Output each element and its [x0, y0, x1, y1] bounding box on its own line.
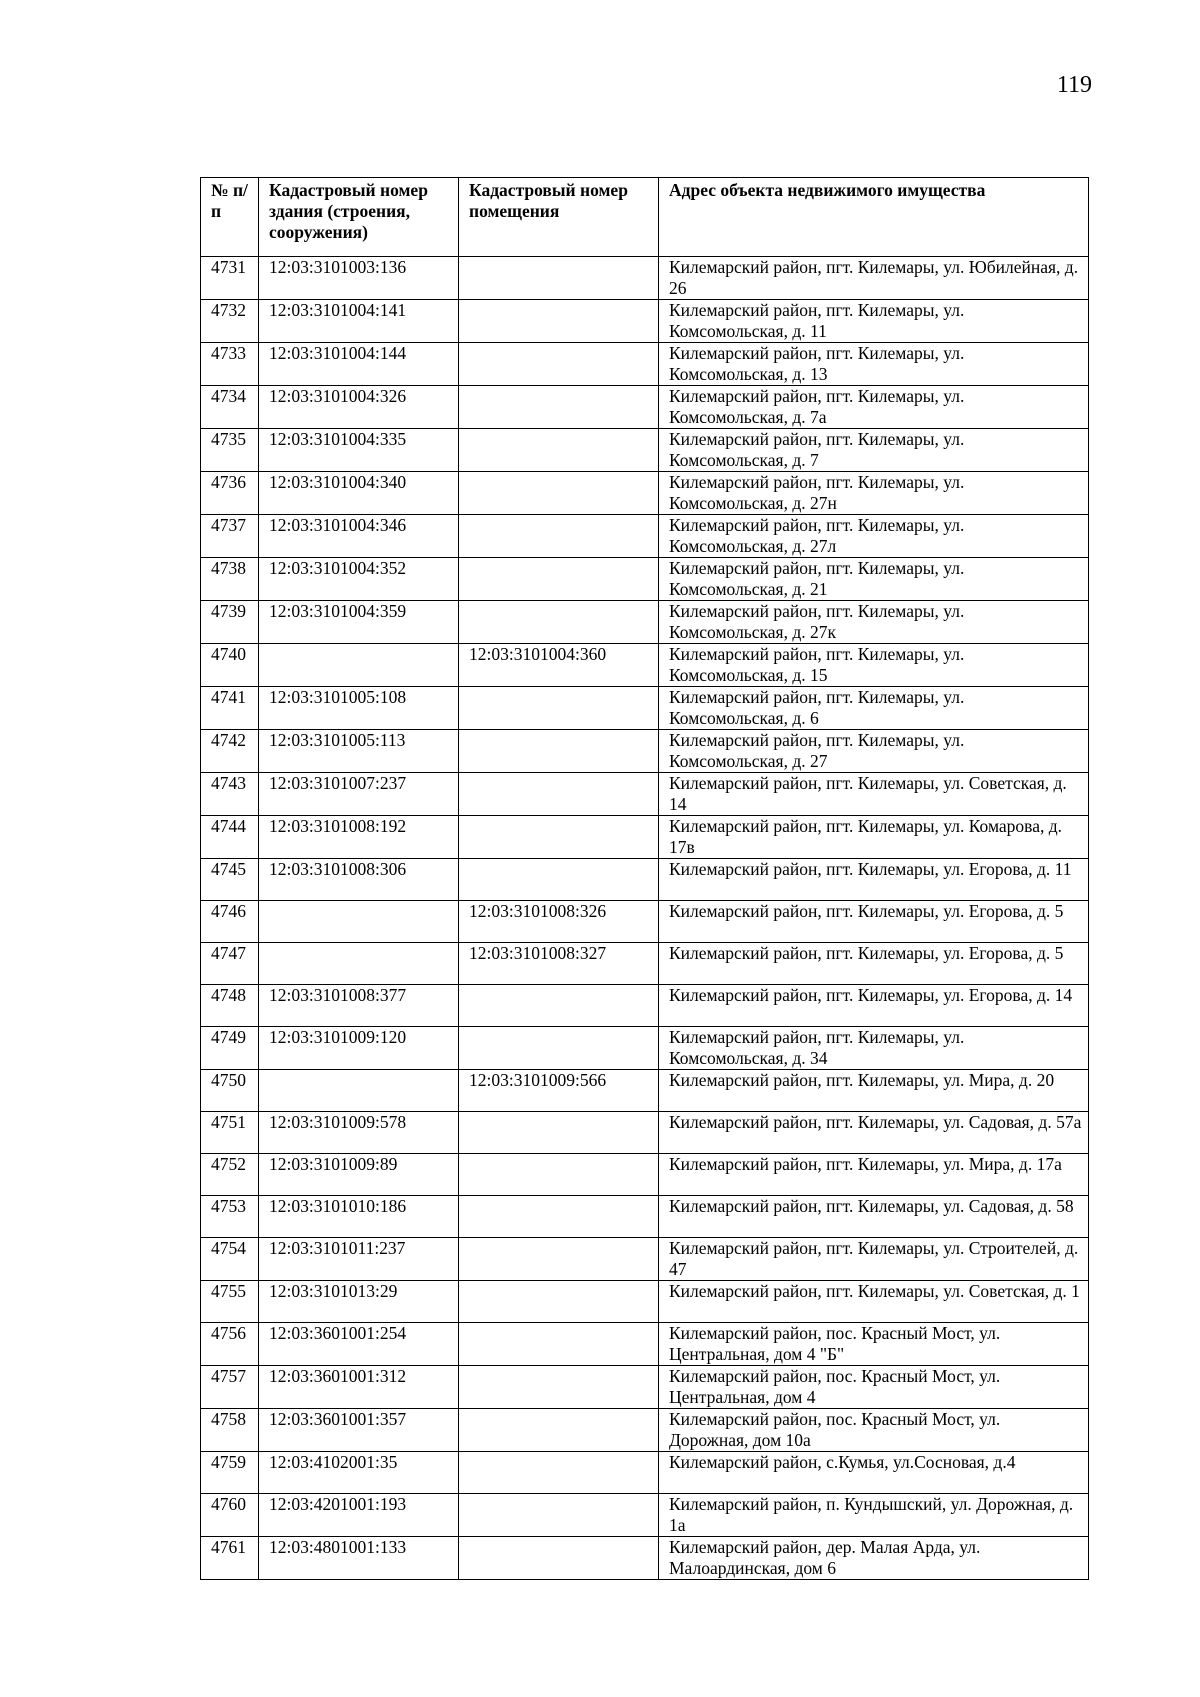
- cell-num: 4759: [201, 1452, 259, 1494]
- cell-num: 4752: [201, 1154, 259, 1196]
- cell-num: 4744: [201, 816, 259, 859]
- table-body: [201, 257, 1089, 1580]
- cell-address: Килемарский район, пгт. Килемары, ул. Комсомольская, д. 7а: [659, 386, 1089, 429]
- table-row: [201, 730, 1089, 773]
- cell-num: 4743: [201, 773, 259, 816]
- cell-room-cadastral: [459, 472, 659, 515]
- table-row: [201, 859, 1089, 901]
- cell-address: Килемарский район, с.Кумья, ул.Сосновая, д.4: [659, 1452, 1089, 1494]
- cell-address: Килемарский район, пгт. Килемары, ул. Комсомольская, д. 11: [659, 300, 1089, 343]
- cell-room-cadastral: [459, 773, 659, 816]
- cell-room-cadastral: [459, 1366, 659, 1409]
- table-row: [201, 257, 1089, 300]
- cell-room-cadastral: [459, 859, 659, 901]
- cell-address: Килемарский район, пос. Красный Мост, ул. Центральная, дом 4 "Б": [659, 1323, 1089, 1366]
- cell-room-cadastral: [459, 1323, 659, 1366]
- cell-address: Килемарский район, пгт. Килемары, ул. Советская, д. 1: [659, 1281, 1089, 1323]
- cell-building-cadastral: [259, 644, 459, 687]
- table-row: [201, 1112, 1089, 1154]
- cell-room-cadastral: [459, 1112, 659, 1154]
- cell-address: Килемарский район, пгт. Килемары, ул. Комсомольская, д. 27л: [659, 515, 1089, 558]
- cell-room-cadastral: [459, 515, 659, 558]
- cell-num: 4747: [201, 943, 259, 985]
- cell-address: Килемарский район, пгт. Килемары, ул. Комсомольская, д. 21: [659, 558, 1089, 601]
- cell-num: 4753: [201, 1196, 259, 1238]
- table-row: [201, 472, 1089, 515]
- cell-building-cadastral: 12:03:3101004:340: [259, 472, 459, 515]
- cell-building-cadastral: [259, 901, 459, 943]
- cell-address: Килемарский район, пос. Красный Мост, ул. Дорожная, дом 10а: [659, 1409, 1089, 1452]
- cell-address: Килемарский район, пгт. Килемары, ул. Садовая, д. 57а: [659, 1112, 1089, 1154]
- cell-num: 4760: [201, 1494, 259, 1537]
- cell-building-cadastral: 12:03:4102001:35: [259, 1452, 459, 1494]
- table-row: [201, 943, 1089, 985]
- cell-building-cadastral: 12:03:3101004:326: [259, 386, 459, 429]
- cell-building-cadastral: 12:03:3101004:144: [259, 343, 459, 386]
- table-row: [201, 386, 1089, 429]
- table-row: [201, 1238, 1089, 1281]
- cell-num: 4739: [201, 601, 259, 644]
- cell-building-cadastral: 12:03:3101004:352: [259, 558, 459, 601]
- table-row: [201, 687, 1089, 730]
- table-row: [201, 1366, 1089, 1409]
- cell-building-cadastral: 12:03:3101013:29: [259, 1281, 459, 1323]
- cell-address: Килемарский район, пгт. Килемары, ул. Егорова, д. 5: [659, 901, 1089, 943]
- cell-num: 4761: [201, 1537, 259, 1580]
- cell-room-cadastral: [459, 1452, 659, 1494]
- cell-address: Килемарский район, пгт. Килемары, ул. Комсомольская, д. 13: [659, 343, 1089, 386]
- cell-building-cadastral: 12:03:3101009:89: [259, 1154, 459, 1196]
- table-row: [201, 1281, 1089, 1323]
- cell-num: 4745: [201, 859, 259, 901]
- cell-building-cadastral: 12:03:3101004:359: [259, 601, 459, 644]
- cell-building-cadastral: 12:03:3101008:192: [259, 816, 459, 859]
- cell-building-cadastral: 12:03:3601001:312: [259, 1366, 459, 1409]
- cell-num: 4749: [201, 1027, 259, 1070]
- cell-num: 4732: [201, 300, 259, 343]
- cell-num: 4756: [201, 1323, 259, 1366]
- cell-building-cadastral: 12:03:3101009:578: [259, 1112, 459, 1154]
- cell-address: Килемарский район, пгт. Килемары, ул. Егорова, д. 11: [659, 859, 1089, 901]
- property-registry-table: [200, 177, 1089, 1580]
- cell-building-cadastral: [259, 1070, 459, 1112]
- cell-address: Килемарский район, пгт. Килемары, ул. Юбилейная, д. 26: [659, 257, 1089, 300]
- cell-room-cadastral: 12:03:3101008:327: [459, 943, 659, 985]
- cell-address: Килемарский район, пгт. Килемары, ул. Комсомольская, д. 34: [659, 1027, 1089, 1070]
- cell-address: Килемарский район, пгт. Килемары, ул. Комсомольская, д. 7: [659, 429, 1089, 472]
- cell-address: Килемарский район, пос. Красный Мост, ул. Центральная, дом 4: [659, 1366, 1089, 1409]
- cell-num: 4740: [201, 644, 259, 687]
- cell-num: 4758: [201, 1409, 259, 1452]
- cell-num: 4757: [201, 1366, 259, 1409]
- cell-num: 4750: [201, 1070, 259, 1112]
- cell-num: 4737: [201, 515, 259, 558]
- cell-address: Килемарский район, пгт. Килемары, ул. Комарова, д. 17в: [659, 816, 1089, 859]
- cell-room-cadastral: [459, 816, 659, 859]
- cell-building-cadastral: 12:03:4801001:133: [259, 1537, 459, 1580]
- cell-building-cadastral: 12:03:3101010:186: [259, 1196, 459, 1238]
- cell-room-cadastral: [459, 1537, 659, 1580]
- cell-num: 4748: [201, 985, 259, 1027]
- cell-building-cadastral: 12:03:4201001:193: [259, 1494, 459, 1537]
- cell-room-cadastral: [459, 1281, 659, 1323]
- cell-room-cadastral: [459, 730, 659, 773]
- cell-room-cadastral: [459, 386, 659, 429]
- cell-num: 4742: [201, 730, 259, 773]
- cell-num: 4754: [201, 1238, 259, 1281]
- cell-building-cadastral: 12:03:3101008:377: [259, 985, 459, 1027]
- cell-room-cadastral: [459, 1196, 659, 1238]
- cell-address: Килемарский район, пгт. Килемары, ул. Садовая, д. 58: [659, 1196, 1089, 1238]
- table-row: [201, 1323, 1089, 1366]
- cell-address: Килемарский район, дер. Малая Арда, ул. Малоардинская, дом 6: [659, 1537, 1089, 1580]
- page-number: 119: [1056, 72, 1092, 98]
- cell-building-cadastral: [259, 943, 459, 985]
- table-row: [201, 1537, 1089, 1580]
- cell-building-cadastral: 12:03:3101011:237: [259, 1238, 459, 1281]
- cell-address: Килемарский район, пгт. Килемары, ул. Мира, д. 17а: [659, 1154, 1089, 1196]
- cell-building-cadastral: 12:03:3601001:254: [259, 1323, 459, 1366]
- header-num: № п/п: [201, 178, 259, 257]
- table-row: [201, 644, 1089, 687]
- cell-building-cadastral: 12:03:3101008:306: [259, 859, 459, 901]
- cell-building-cadastral: 12:03:3101004:346: [259, 515, 459, 558]
- cell-num: 4741: [201, 687, 259, 730]
- cell-building-cadastral: 12:03:3101004:335: [259, 429, 459, 472]
- cell-building-cadastral: 12:03:3601001:357: [259, 1409, 459, 1452]
- cell-address: Килемарский район, пгт. Килемары, ул. Советская, д. 14: [659, 773, 1089, 816]
- table-row: [201, 515, 1089, 558]
- cell-building-cadastral: 12:03:3101007:237: [259, 773, 459, 816]
- cell-address: Килемарский район, п. Кундышский, ул. Дорожная, д. 1а: [659, 1494, 1089, 1537]
- cell-address: Килемарский район, пгт. Килемары, ул. Комсомольская, д. 6: [659, 687, 1089, 730]
- cell-room-cadastral: [459, 1238, 659, 1281]
- cell-address: Килемарский район, пгт. Килемары, ул. Строителей, д. 47: [659, 1238, 1089, 1281]
- cell-room-cadastral: 12:03:3101008:326: [459, 901, 659, 943]
- cell-room-cadastral: [459, 300, 659, 343]
- cell-address: Килемарский район, пгт. Килемары, ул. Комсомольская, д. 27к: [659, 601, 1089, 644]
- cell-room-cadastral: [459, 687, 659, 730]
- cell-room-cadastral: 12:03:3101004:360: [459, 644, 659, 687]
- cell-building-cadastral: 12:03:3101009:120: [259, 1027, 459, 1070]
- cell-building-cadastral: 12:03:3101005:108: [259, 687, 459, 730]
- table-row: [201, 1196, 1089, 1238]
- cell-address: Килемарский район, пгт. Килемары, ул. Комсомольская, д. 27: [659, 730, 1089, 773]
- cell-num: 4751: [201, 1112, 259, 1154]
- cell-num: 4736: [201, 472, 259, 515]
- cell-num: 4731: [201, 257, 259, 300]
- cell-room-cadastral: [459, 1409, 659, 1452]
- cell-num: 4733: [201, 343, 259, 386]
- table-row: [201, 1452, 1089, 1494]
- cell-room-cadastral: [459, 558, 659, 601]
- cell-room-cadastral: [459, 1154, 659, 1196]
- cell-building-cadastral: 12:03:3101003:136: [259, 257, 459, 300]
- table-row: [201, 985, 1089, 1027]
- header-room-cadastral: Кадастровый номер помещения: [459, 178, 659, 257]
- cell-num: 4735: [201, 429, 259, 472]
- cell-address: Килемарский район, пгт. Килемары, ул. Комсомольская, д. 27н: [659, 472, 1089, 515]
- cell-building-cadastral: 12:03:3101004:141: [259, 300, 459, 343]
- cell-room-cadastral: [459, 429, 659, 472]
- table-row: [201, 601, 1089, 644]
- header-building-cadastral: Кадастровый номер здания (строения, сооружения): [259, 178, 459, 257]
- cell-room-cadastral: [459, 1494, 659, 1537]
- table-row: [201, 1154, 1089, 1196]
- cell-address: Килемарский район, пгт. Килемары, ул. Егорова, д. 14: [659, 985, 1089, 1027]
- cell-num: 4755: [201, 1281, 259, 1323]
- table-row: [201, 1409, 1089, 1452]
- table-row: [201, 1494, 1089, 1537]
- cell-address: Килемарский район, пгт. Килемары, ул. Егорова, д. 5: [659, 943, 1089, 985]
- cell-num: 4734: [201, 386, 259, 429]
- table-row: [201, 343, 1089, 386]
- table-row: [201, 1027, 1089, 1070]
- cell-room-cadastral: 12:03:3101009:566: [459, 1070, 659, 1112]
- table-row: [201, 901, 1089, 943]
- table-row: [201, 816, 1089, 859]
- table-header-row: [201, 178, 1089, 257]
- table-row: [201, 429, 1089, 472]
- cell-room-cadastral: [459, 1027, 659, 1070]
- cell-address: Килемарский район, пгт. Килемары, ул. Комсомольская, д. 15: [659, 644, 1089, 687]
- table-row: [201, 1070, 1089, 1112]
- cell-room-cadastral: [459, 343, 659, 386]
- cell-address: Килемарский район, пгт. Килемары, ул. Мира, д. 20: [659, 1070, 1089, 1112]
- cell-num: 4738: [201, 558, 259, 601]
- cell-room-cadastral: [459, 985, 659, 1027]
- cell-room-cadastral: [459, 257, 659, 300]
- table-row: [201, 300, 1089, 343]
- cell-num: 4746: [201, 901, 259, 943]
- table-row: [201, 773, 1089, 816]
- cell-building-cadastral: 12:03:3101005:113: [259, 730, 459, 773]
- header-address: Адрес объекта недвижимого имущества: [659, 178, 1089, 257]
- table-row: [201, 558, 1089, 601]
- cell-room-cadastral: [459, 601, 659, 644]
